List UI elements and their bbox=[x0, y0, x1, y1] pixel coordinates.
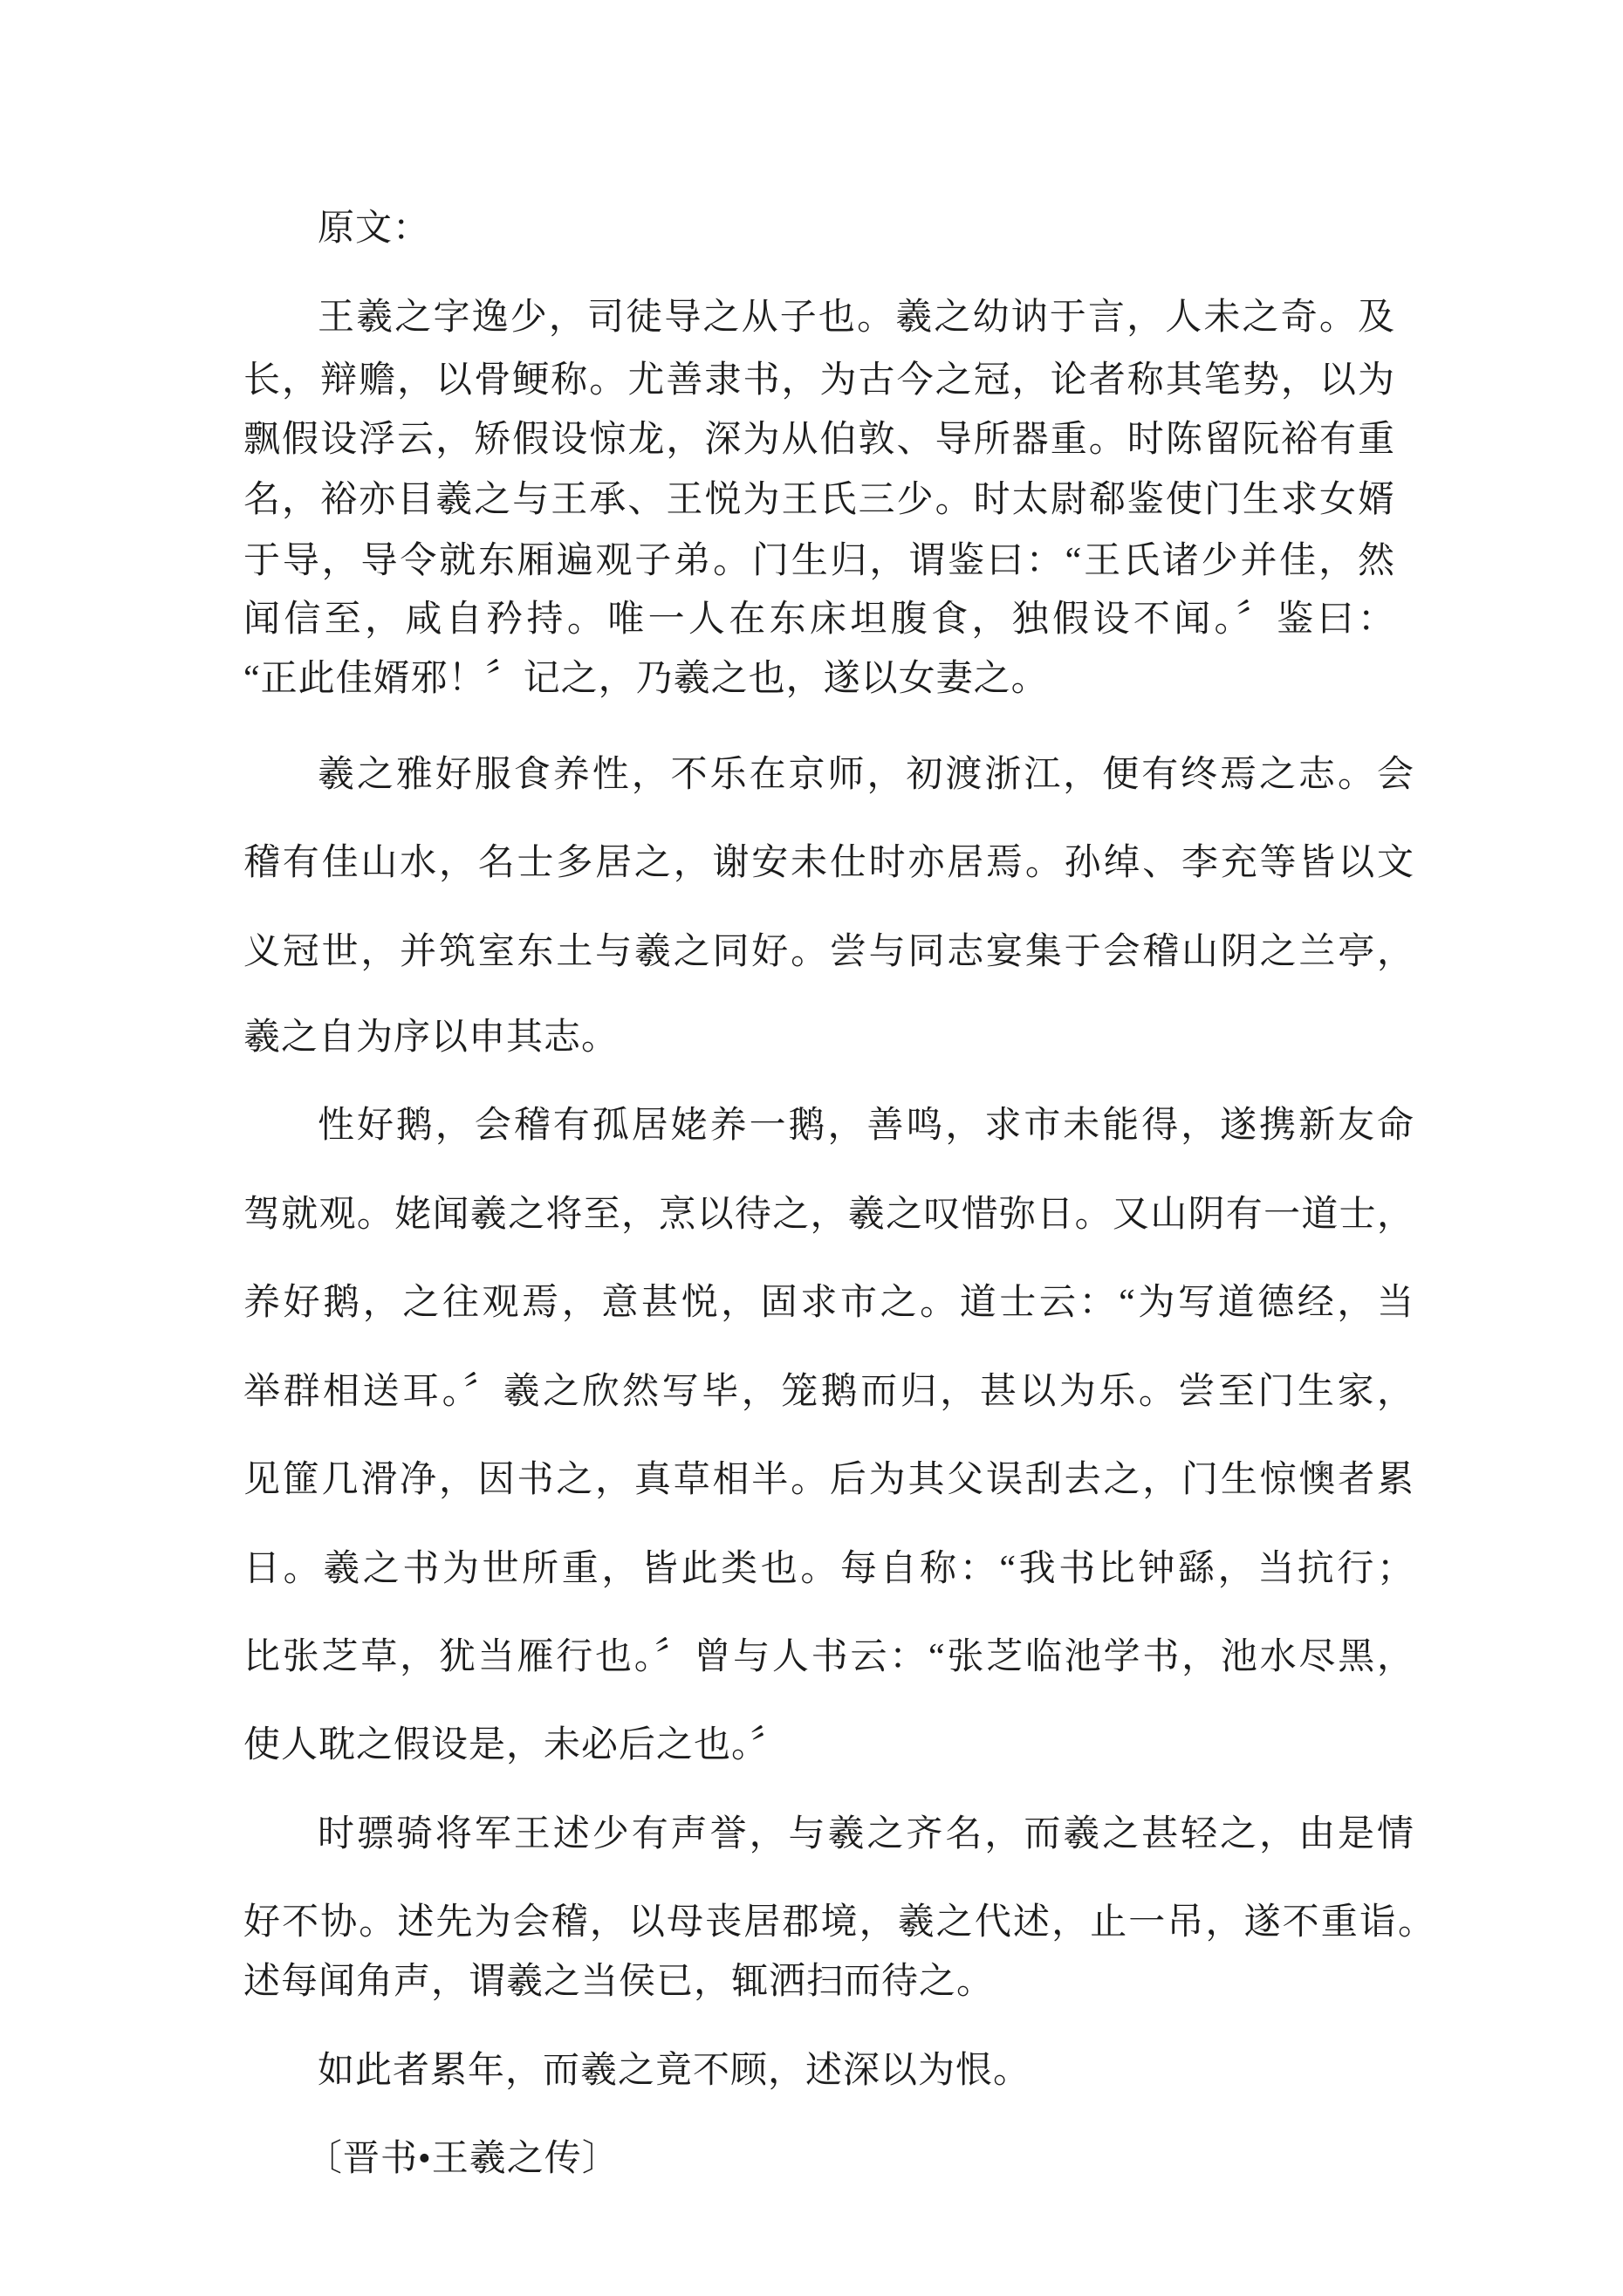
text-line: 日。羲之书为世所重，皆此类也。每自称：“我书比钟繇，当抗行； bbox=[243, 1549, 1414, 1589]
text-line: 于导，导令就东厢遍观子弟。门生归，谓鉴曰：“王氏诸少并佳，然 bbox=[243, 541, 1394, 581]
text-line: 述每闻角声，谓羲之当侯已，辄洒扫而待之。 bbox=[243, 1962, 995, 2002]
text-line: 驾就观。姥闻羲之将至，烹以待之，羲之叹惜弥日。又山阴有一道士， bbox=[243, 1195, 1414, 1235]
text-line: 稽有佳山水，名士多居之，谢安未仕时亦居焉。孙绰、李充等皆以文 bbox=[243, 843, 1414, 883]
text-line: 义冠世，并筑室东土与羲之同好。尝与同志宴集于会稽山阴之兰亭， bbox=[243, 932, 1414, 972]
text-line: 飘假设浮云，矫假设惊龙，深为从伯敦、导所器重。时陈留阮裕有重 bbox=[243, 420, 1394, 460]
text-line: 羲之自为序以申其志。 bbox=[243, 1018, 620, 1058]
text-line: 长，辩赡，以骨鲠称。尤善隶书，为古今之冠，论者称其笔势，以为 bbox=[243, 360, 1394, 401]
text-line: 好不协。述先为会稽，以母丧居郡境，羲之代述，止一吊，遂不重诣。 bbox=[243, 1902, 1435, 1943]
text-line: 名，裕亦目羲之与王承、王悦为王氏三少。时太尉郗鉴使门生求女婿 bbox=[243, 480, 1394, 520]
source-citation: 〔晋书•王羲之传〕 bbox=[305, 2139, 620, 2179]
text-line: 时骠骑将军王述少有声誉，与羲之齐名，而羲之甚轻之，由是情 bbox=[318, 1814, 1414, 1854]
text-line: 如此者累年，而羲之竟不顾，述深以为恨。 bbox=[318, 2051, 1031, 2091]
text-line: 羲之雅好服食养性，不乐在京师，初渡浙江，便有终焉之志。会 bbox=[318, 755, 1414, 795]
text-line: 王羲之字逸少，司徒导之从子也。羲之幼讷于言，人未之奇。及 bbox=[318, 298, 1394, 338]
text-line: 闻信至，咸自矜持。唯一人在东床坦腹食，独假设不闻。〞鉴曰： bbox=[243, 600, 1394, 640]
text-line: 比张芝草，犹当雁行也。〞曾与人书云：“张芝临池学书，池水尽黑， bbox=[243, 1637, 1414, 1677]
text-line: 举群相送耳。〞羲之欣然写毕，笼鹅而归，甚以为乐。尝至门生家， bbox=[243, 1372, 1414, 1412]
text-line: 见篚几滑净，因书之，真草相半。后为其父误刮去之，门生惊懊者累 bbox=[243, 1460, 1414, 1500]
text-line: 性好鹅，会稽有孤居姥养一鹅，善鸣，求市未能得，遂携新友命 bbox=[318, 1106, 1414, 1146]
text-line: 养好鹅，之往观焉，意甚悦，固求市之。道士云：“为写道德经，当 bbox=[243, 1283, 1414, 1323]
text-line: 使人耽之假设是，未必后之也。〞 bbox=[243, 1725, 789, 1765]
text-line: “正此佳婿邪！〞记之，乃羲之也，遂以女妻之。 bbox=[243, 659, 1049, 699]
section-heading: 原文： bbox=[318, 209, 431, 249]
